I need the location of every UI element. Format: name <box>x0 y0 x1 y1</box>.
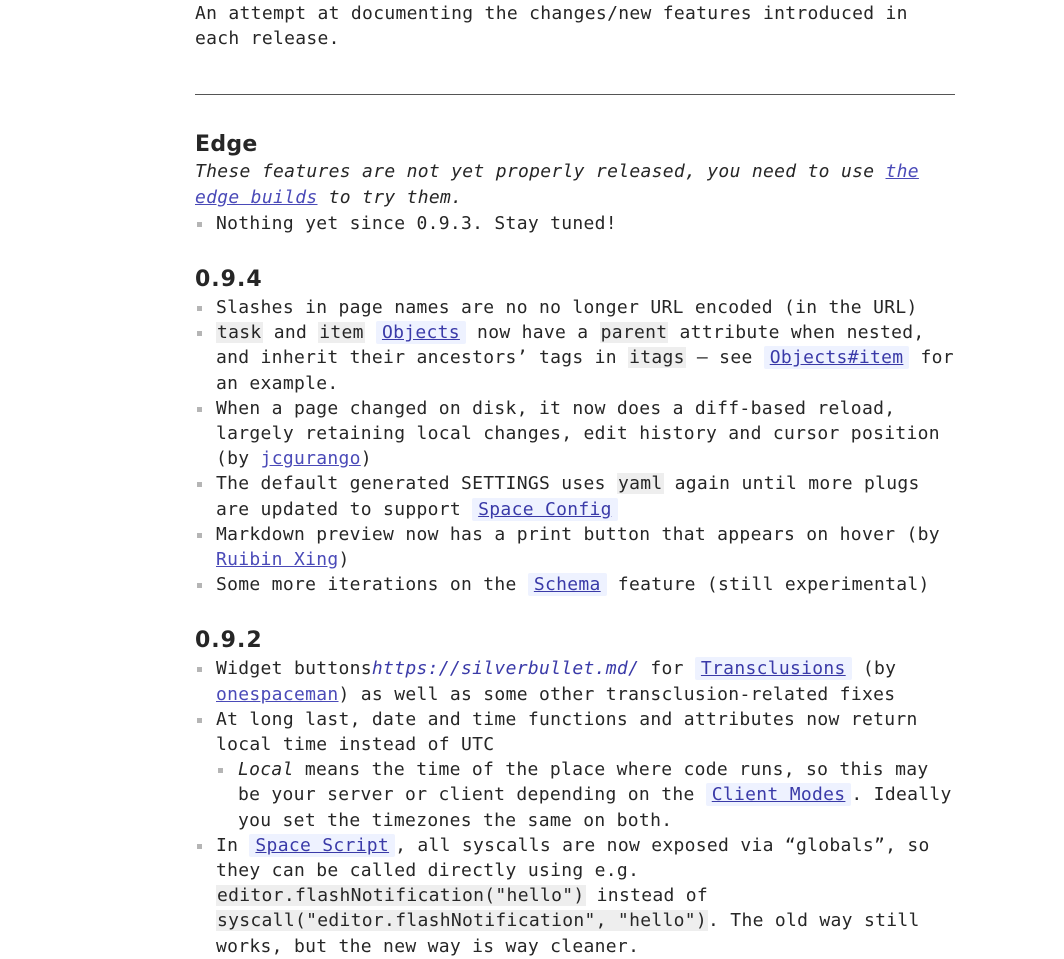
nested-list <box>216 757 955 833</box>
list-item <box>195 320 955 396</box>
objects-item-link[interactable]: Objects#item <box>764 346 910 369</box>
text: Some more iterations on the <box>216 574 528 596</box>
text: again until more plugs are updated to support <box>216 473 920 520</box>
edge-section <box>195 131 955 236</box>
list-item: Slashes in page names are no no longer URL encoded (in the URL) <box>195 295 955 320</box>
text: feature (still experimental) <box>606 574 930 596</box>
text: In <box>216 834 250 856</box>
text: Markdown preview now has a print button that appears on hover (by <box>216 523 940 545</box>
list-item <box>195 396 955 472</box>
text: When a page changed on disk, it now does a diff-based reload, largely retaining local changes, edit history and cursor position (by <box>216 397 940 470</box>
text: ) <box>338 549 350 571</box>
jcgurango-link[interactable]: jcgurango <box>260 448 361 470</box>
silverbullet-url[interactable]: https://silverbullet.md/ <box>371 658 640 680</box>
text: for <box>639 658 695 680</box>
release-list-0-9-4 <box>195 295 955 597</box>
intro-paragraph: An attempt at documenting the changes/new features introduced in each release. <box>195 3 908 50</box>
inline-code: yaml <box>617 473 663 495</box>
release-heading-0-9-2: 0.9.2 <box>195 628 263 654</box>
inline-code: parent <box>600 322 668 344</box>
text: , all syscalls are now exposed via “globals”, so they can be called directly using e.g. <box>216 834 930 882</box>
edge-note-text: These features are not yet properly released, you need to use <box>195 161 886 183</box>
text: (by <box>851 658 897 680</box>
emphasis: Local <box>238 759 294 781</box>
text: At long last, date and time functions and attributes now return local time instead of UTC <box>216 708 918 756</box>
section-divider <box>195 94 955 95</box>
edge-list <box>195 211 955 236</box>
release-notes-document <box>195 0 955 959</box>
edge-heading: Edge <box>195 132 258 158</box>
text: attribute when nested, and inherit their ancestors’ tags in <box>216 322 925 369</box>
inline-code: item <box>319 322 364 344</box>
list-item <box>195 572 955 597</box>
release-heading-0-9-4: 0.9.4 <box>195 267 263 293</box>
text: Widget buttons <box>216 658 372 680</box>
onespaceman-link[interactable]: onespaceman <box>216 683 339 705</box>
nested-list-item <box>216 757 955 833</box>
list-item: Nothing yet since 0.9.3. Stay tuned! <box>195 211 955 236</box>
text: ) <box>360 448 372 470</box>
text: The default generated SETTINGS uses <box>216 473 617 495</box>
schema-link[interactable]: Schema <box>528 573 607 596</box>
text: instead of <box>585 885 709 907</box>
edge-builds-link[interactable]: the edge builds <box>195 161 919 208</box>
list-item <box>195 656 955 706</box>
edge-note <box>195 159 955 209</box>
space-config-link[interactable]: Space Config <box>472 498 618 521</box>
text: for an example. <box>216 347 954 394</box>
transclusions-link[interactable]: Transclusions <box>695 657 852 680</box>
text: now have a <box>465 322 600 344</box>
inline-code: task <box>217 322 262 344</box>
text: . The old way still works, but the new way is way cleaner. <box>216 910 920 957</box>
space-script-link[interactable]: Space Script <box>249 834 395 857</box>
objects-link[interactable]: Objects <box>376 321 466 344</box>
list-item <box>195 471 955 521</box>
list-item <box>195 833 955 959</box>
inline-code: syscall("editor.flashNotification", "hello") <box>217 910 708 932</box>
text: — see <box>685 347 764 369</box>
text: ) as well as some other transclusion-related fixes <box>338 683 896 705</box>
ruibin-xing-link[interactable]: Ruibin Xing <box>216 549 339 571</box>
client-modes-link[interactable]: Client Modes <box>706 783 852 806</box>
text: means the time of the place where code runs, so this may be your server or client depending on the <box>238 759 929 806</box>
release-0-9-4 <box>195 266 955 597</box>
release-0-9-2 <box>195 627 955 958</box>
list-item <box>195 707 955 833</box>
text: and <box>262 322 319 344</box>
text: . Ideally you set the timezones the same on both. <box>238 784 952 831</box>
inline-code: itags <box>629 347 685 369</box>
edge-note-text-end: to try them. <box>317 186 463 208</box>
inline-code: editor.flashNotification("hello") <box>217 885 585 907</box>
release-list-0-9-2 <box>195 656 955 958</box>
list-item <box>195 522 955 572</box>
